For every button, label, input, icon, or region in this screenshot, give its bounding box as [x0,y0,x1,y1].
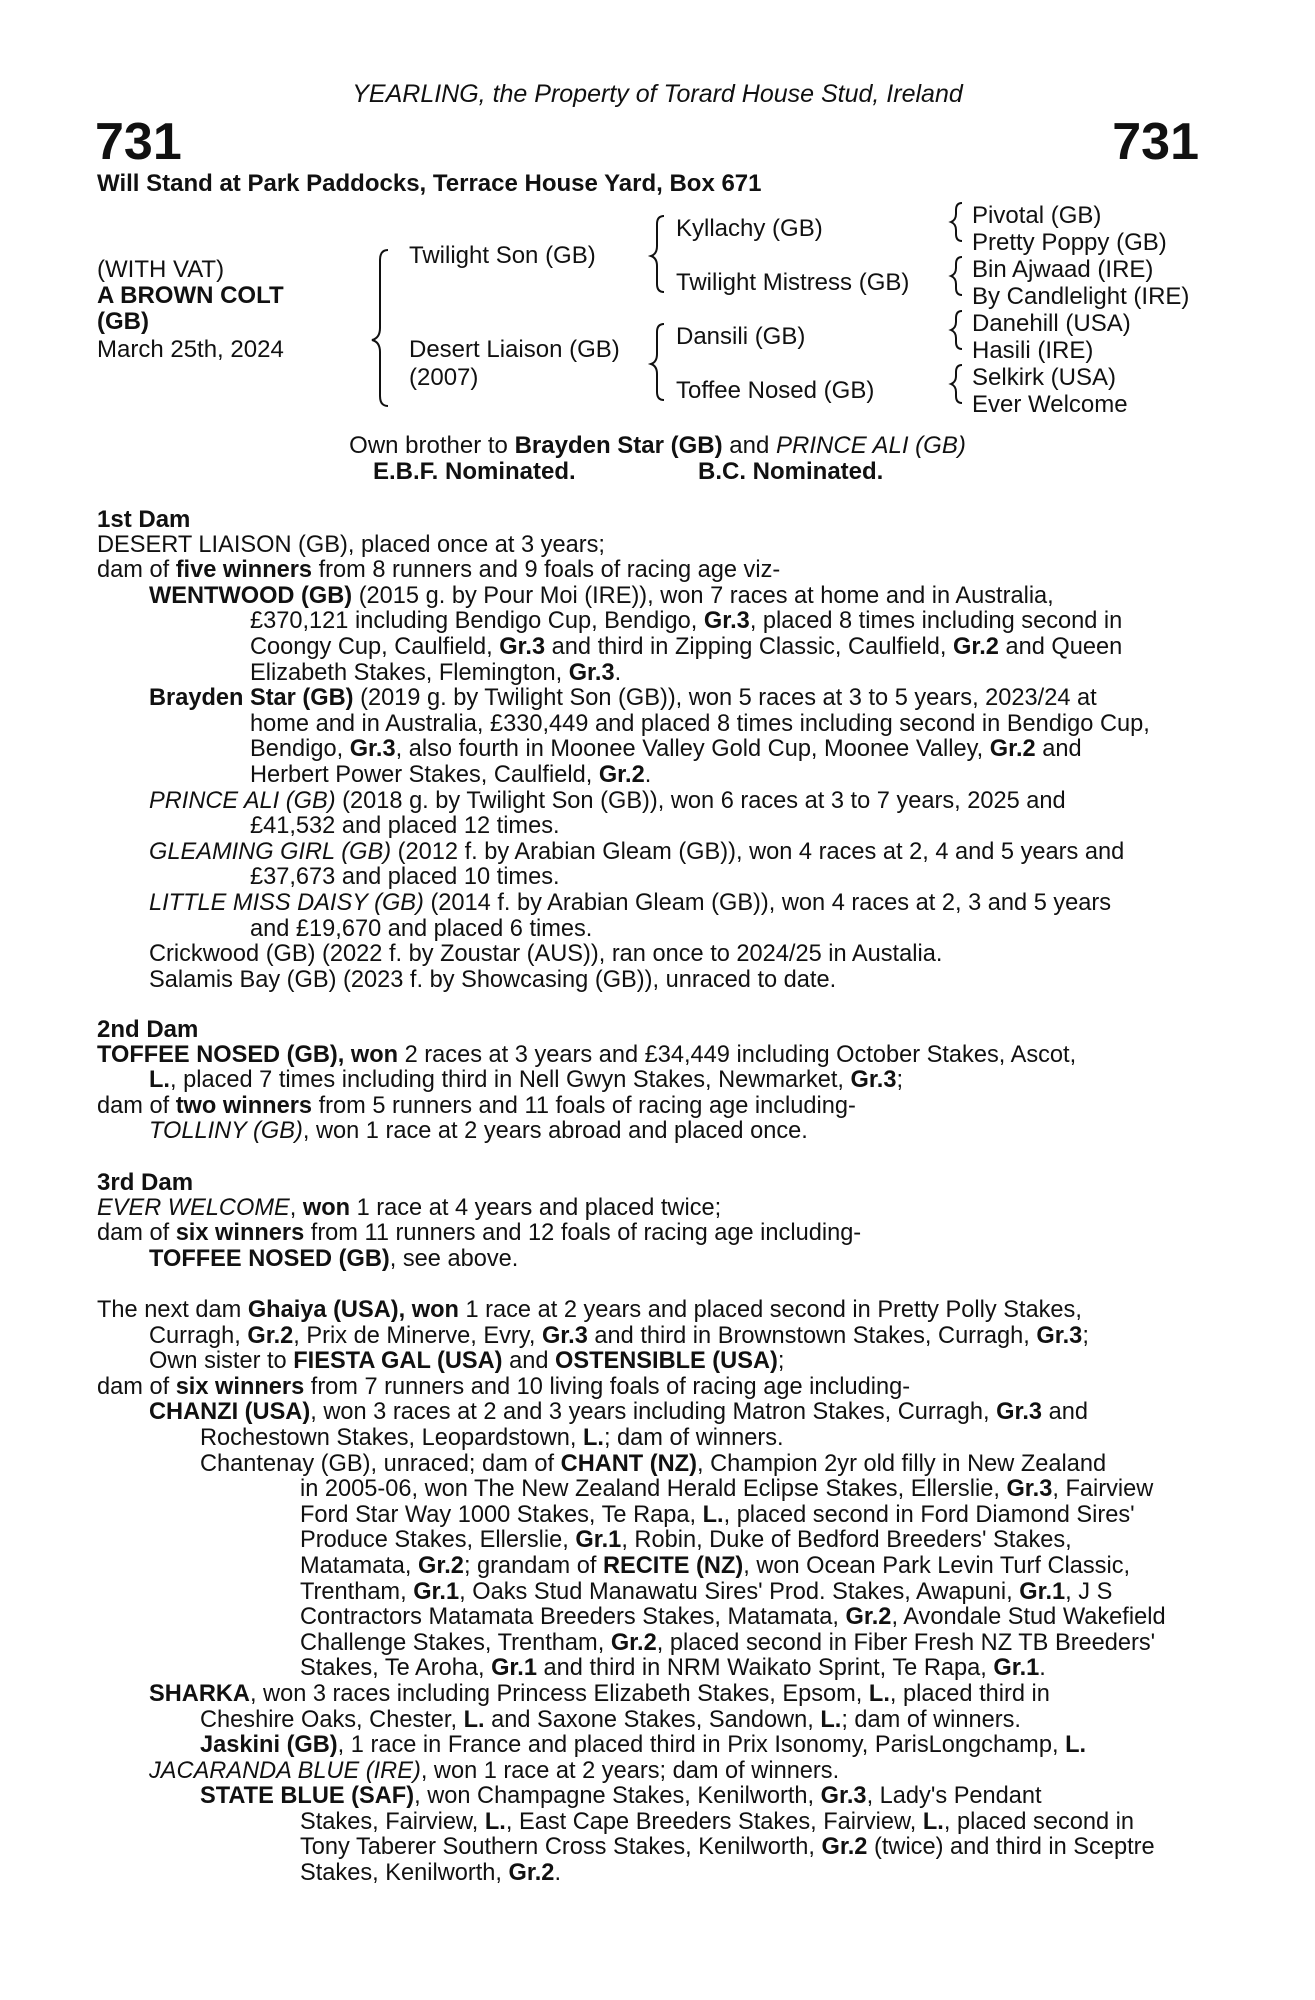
pedigree-sire-sire: Kyllachy (GB) [676,215,823,242]
pedigree-dds: Selkirk (USA) [972,364,1117,391]
list-item-cont: home and in Australia, £330,449 and placed 8 times including second in Bendigo Cup, [250,710,1150,737]
list-item-cont: Elizabeth Stakes, Flemington, Gr.3. [250,659,622,686]
dam-record-cont: L., placed 7 times including third in Nell Gwyn Stakes, Newmarket, Gr.3; [149,1067,904,1094]
section-heading: 3rd Dam [97,1169,194,1196]
second-dam-section [97,1017,1202,1145]
pedigree-sds: Bin Ajwaad (IRE) [972,256,1154,283]
dam-produce-summary: dam of two winners from 5 runners and 11 foals of racing age including- [97,1092,856,1119]
foaling-date: March 25th, 2024 [97,336,284,363]
list-item-cont: Coongy Cup, Caulfield, Gr.3 and third in Zipping Classic, Caulfield, Gr.2 and Queen [250,633,1123,660]
list-item-cont: Rochestown Stakes, Leopardstown, L.; dam of winners. [200,1424,784,1451]
dam-record: EVER WELCOME, won 1 race at 4 years and placed twice; [97,1194,722,1221]
bracket-ss [951,203,962,241]
list-item-cont: Cheshire Oaks, Chester, L. and Saxone Stakes, Sandown, L.; dam of winners. [200,1706,1021,1733]
list-item-cont: £41,532 and placed 12 times. [250,813,560,840]
list-item-cont: in 2005-06, won The New Zealand Herald Eclipse Stakes, Ellerslie, Gr.3, Fairview [300,1476,1154,1503]
pedigree-dam: Desert Liaison (GB) [409,336,620,363]
pedigree-ssd: Pretty Poppy (GB) [972,229,1167,256]
stand-location: Will Stand at Park Paddocks, Terrace House Yard, Box 671 [97,170,762,197]
dam-produce-summary: dam of five winners from 8 runners and 9 foals of racing age viz- [97,557,781,584]
list-item-cont: Produce Stakes, Ellerslie, Gr.1, Robin, Duke of Bedford Breeders' Stakes, [300,1527,1072,1554]
list-item: SHARKA, won 3 races including Princess Elizabeth Stakes, Epsom, L., placed third in [149,1680,1050,1707]
dam-record-cont: Own sister to FIESTA GAL (USA) and OSTENSIBLE (USA); [149,1348,785,1375]
list-item-cont: Trentham, Gr.1, Oaks Stud Manawatu Sires' Prod. Stakes, Awapuni, Gr.1, J S [300,1578,1113,1605]
dam-record: TOFFEE NOSED (GB), won 2 races at 3 years and £34,449 including October Stakes, Ascot, [97,1041,1077,1068]
list-item-cont: Bendigo, Gr.3, also fourth in Moonee Valley Gold Cup, Moonee Valley, Gr.2 and [250,736,1082,763]
list-item: TOLLINY (GB), won 1 race at 2 years abroad and placed once. [149,1118,808,1145]
list-item: GLEAMING GIRL (GB) (2012 f. by Arabian Gleam (GB)), won 4 races at 2, 4 and 5 years and [149,838,1125,865]
list-item: Jaskini (GB), 1 race in France and placed third in Prix Isonomy, ParisLongchamp, L. [200,1732,1087,1759]
list-item: Crickwood (GB) (2022 f. by Zoustar (AUS)), ran once to 2024/25 in Austalia. [149,941,943,968]
bracket-sd [951,257,962,295]
bracket-sire [651,216,664,292]
next-dam-section [97,1298,1202,1887]
list-item-cont: Herbert Power Stakes, Caulfield, Gr.2. [250,761,652,788]
list-item: CHANZI (USA), won 3 races at 2 and 3 years including Matron Stakes, Curragh, Gr.3 and [149,1399,1088,1426]
list-item-cont: Contractors Matamata Breeders Stakes, Matamata, Gr.2, Avondale Stud Wakefield [300,1604,1166,1631]
pedigree-dam-sire: Dansili (GB) [676,323,806,350]
list-item: STATE BLUE (SAF), won Champagne Stakes, Kenilworth, Gr.3, Lady's Pendant [200,1783,1042,1810]
dam-record: The next dam Ghaiya (USA), won 1 race at 2 years and placed second in Pretty Polly Stakes, [97,1297,1082,1323]
bracket-dd [951,365,962,403]
third-dam-section [97,1170,1202,1272]
lot-description-origin: (GB) [97,308,149,335]
pedigree-dam-dam: Toffee Nosed (GB) [676,377,875,404]
dam-record: DESERT LIAISON (GB), placed once at 3 years; [97,531,605,558]
list-item-cont: Challenge Stakes, Trentham, Gr.2, placed second in Fiber Fresh NZ TB Breeders' [300,1629,1156,1656]
pedigree-sss: Pivotal (GB) [972,202,1102,229]
list-item: LITTLE MISS DAISY (GB) (2014 f. by Arabian Gleam (GB)), won 4 races at 2, 3 and 5 years [149,889,1112,916]
section-heading: 2nd Dam [97,1016,199,1043]
catalogue-header: YEARLING, the Property of Torard House Stud, Ireland [352,80,963,108]
list-item-cont: and £19,670 and placed 6 times. [250,915,593,942]
list-item-cont: Ford Star Way 1000 Stakes, Te Rapa, L., placed second in Ford Diamond Sires' [300,1501,1135,1528]
list-item: Salamis Bay (GB) (2023 f. by Showcasing (GB)), unraced to date. [149,966,837,993]
list-item-cont: Stakes, Fairview, L., East Cape Breeders Stakes, Fairview, L., placed second in [300,1808,1135,1835]
ebf-nominated: E.B.F. Nominated. [373,458,576,485]
bracket-ds [951,311,962,349]
brother-note: Own brother to Brayden Star (GB) and PRINCE ALI (GB) [349,432,966,459]
list-item: PRINCE ALI (GB) (2018 g. by Twilight Son (GB)), won 6 races at 3 to 7 years, 2025 and [149,787,1066,814]
list-item-cont: £370,121 including Bendigo Cup, Bendigo, Gr.3, placed 8 times including second in [250,608,1123,635]
list-item-cont: £37,673 and placed 10 times. [250,864,560,891]
list-item-cont: Stakes, Kenilworth, Gr.2. [300,1860,561,1887]
list-item: WENTWOOD (GB) (2015 g. by Pour Moi (IRE)), won 7 races at home and in Australia, [149,582,1054,609]
bracket-main [372,250,388,406]
lot-number-right: 731 [1112,113,1199,171]
pedigree-dsd: Hasili (IRE) [972,337,1094,364]
bc-nominated: B.C. Nominated. [698,458,884,485]
list-item: Brayden Star (GB) (2019 g. by Twilight Son (GB)), won 5 races at 3 to 5 years, 2023/24 at [149,685,1097,712]
pedigree-sire: Twilight Son (GB) [409,242,596,269]
pedigree-dss: Danehill (USA) [972,310,1131,337]
list-item-cont: Matamata, Gr.2; grandam of RECITE (NZ), won Ocean Park Levin Turf Classic, [300,1552,1131,1579]
bracket-dam [651,324,664,400]
pedigree-sire-dam: Twilight Mistress (GB) [676,269,910,296]
list-item-cont: Tony Taberer Southern Cross Stakes, Kenilworth, Gr.2 (twice) and third in Sceptre [300,1834,1155,1861]
section-heading: 1st Dam [97,506,191,533]
pedigree-sdd: By Candlelight (IRE) [972,283,1190,310]
list-item: Chantenay (GB), unraced; dam of CHANT (NZ), Champion 2yr old filly in New Zealand [200,1450,1107,1477]
pedigree-dam-year: (2007) [409,364,479,391]
pedigree-ddd: Ever Welcome [972,391,1128,418]
dam-record-cont: Curragh, Gr.2, Prix de Minerve, Evry, Gr.3 and third in Brownstown Stakes, Curragh, Gr.3; [149,1322,1089,1349]
lot-number-left: 731 [95,113,182,171]
vat-label: (WITH VAT) [97,256,225,283]
dam-produce-summary: dam of six winners from 7 runners and 10 living foals of racing age including- [97,1373,911,1400]
first-dam-section [97,507,1202,993]
lot-description: A BROWN COLT [97,282,284,309]
list-item: TOFFEE NOSED (GB), see above. [149,1245,519,1272]
list-item-cont: Stakes, Te Aroha, Gr.1 and third in NRM Waikato Sprint, Te Rapa, Gr.1. [300,1655,1046,1682]
list-item: JACARANDA BLUE (IRE), won 1 race at 2 years; dam of winners. [149,1757,840,1784]
dam-produce-summary: dam of six winners from 11 runners and 12 foals of racing age including- [97,1220,862,1247]
